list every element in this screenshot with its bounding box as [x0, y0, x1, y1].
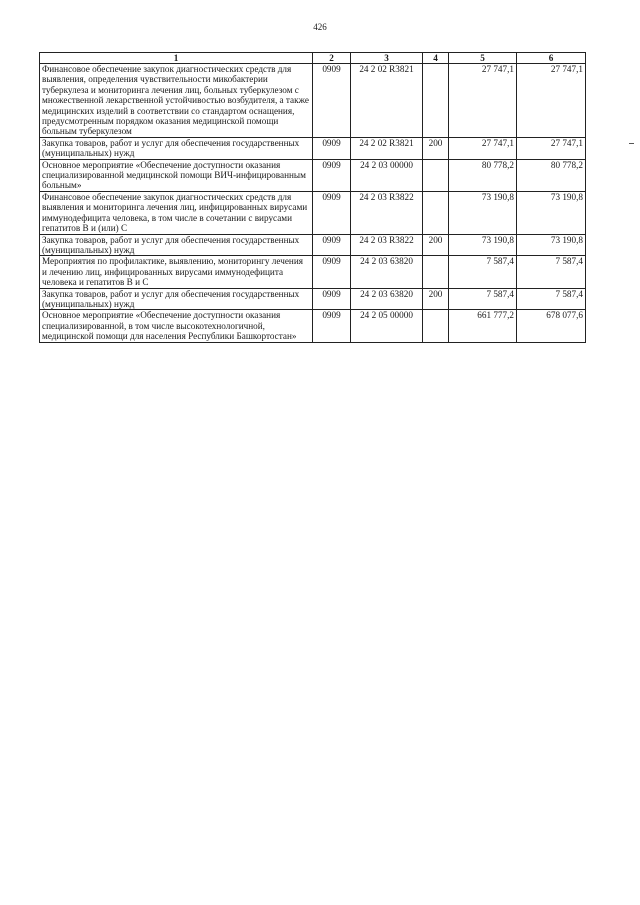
amount-col-5: 661 777,2 — [449, 310, 517, 342]
margin-mark — [629, 143, 634, 144]
expense-type-code: 200 — [423, 137, 449, 159]
target-article-code: 24 2 03 R3822 — [351, 234, 423, 256]
item-name: Финансовое обеспечение закупок диагностических средств для выявления и мониторинга лечения лиц, инфицированных вирусами иммунодефицита человека, в том числе в сочетании с вирусами гепатитов В и (или) С — [40, 191, 313, 234]
amount-col-5: 73 190,8 — [449, 234, 517, 256]
amount-col-5: 7 587,4 — [449, 288, 517, 310]
table-row — [40, 137, 586, 159]
header-col-2: 2 — [313, 53, 351, 64]
header-col-5: 5 — [449, 53, 517, 64]
expense-type-code: 200 — [423, 288, 449, 310]
target-article-code: 24 2 03 R3822 — [351, 191, 423, 234]
amount-col-6: 27 747,1 — [517, 137, 586, 159]
item-name: Закупка товаров, работ и услуг для обеспечения государственных (муниципальных) нужд — [40, 137, 313, 159]
target-article-code: 24 2 02 R3821 — [351, 137, 423, 159]
target-article-code: 24 2 03 63820 — [351, 256, 423, 288]
table-row — [40, 234, 586, 256]
amount-col-6: 678 077,6 — [517, 310, 586, 342]
section-code: 0909 — [313, 191, 351, 234]
amount-col-6: 7 587,4 — [517, 256, 586, 288]
expense-type-code — [423, 64, 449, 138]
section-code: 0909 — [313, 256, 351, 288]
amount-col-5: 80 778,2 — [449, 159, 517, 191]
budget-table — [39, 52, 586, 343]
expense-type-code — [423, 159, 449, 191]
amount-col-6: 73 190,8 — [517, 191, 586, 234]
header-col-3: 3 — [351, 53, 423, 64]
expense-type-code: 200 — [423, 234, 449, 256]
header-row — [40, 53, 586, 64]
amount-col-6: 80 778,2 — [517, 159, 586, 191]
expense-type-code — [423, 310, 449, 342]
section-code: 0909 — [313, 159, 351, 191]
item-name: Финансовое обеспечение закупок диагностических средств для выявления, определения чувствительности микобактерии туберкулеза и мониторинга лечения лиц, больных туберкулезом с множественной лекарственной устойчивостью возбудителя, а также медицинских изделий в соответствии со стандартом оснащения, предусмотренным порядком оказания медицинской помощи больным туберкулезом — [40, 64, 313, 138]
amount-col-5: 7 587,4 — [449, 256, 517, 288]
amount-col-5: 27 747,1 — [449, 64, 517, 138]
item-name: Основное мероприятие «Обеспечение доступности оказания специализированной, в том числе высокотехнологичной, медицинской помощи для населения Республики Башкортостан» — [40, 310, 313, 342]
section-code: 0909 — [313, 310, 351, 342]
header-col-6: 6 — [517, 53, 586, 64]
table-row — [40, 159, 586, 191]
page-number: 426 — [313, 22, 327, 32]
table-row — [40, 256, 586, 288]
section-code: 0909 — [313, 137, 351, 159]
amount-col-6: 27 747,1 — [517, 64, 586, 138]
target-article-code: 24 2 05 00000 — [351, 310, 423, 342]
item-name: Закупка товаров, работ и услуг для обеспечения государственных (муниципальных) нужд — [40, 234, 313, 256]
section-code: 0909 — [313, 288, 351, 310]
table-row — [40, 191, 586, 234]
expense-type-code — [423, 191, 449, 234]
amount-col-5: 73 190,8 — [449, 191, 517, 234]
header-col-1: 1 — [40, 53, 313, 64]
table-row — [40, 310, 586, 342]
item-name: Основное мероприятие «Обеспечение доступности оказания специализированной медицинской помощи ВИЧ-инфицированным больным» — [40, 159, 313, 191]
amount-col-5: 27 747,1 — [449, 137, 517, 159]
item-name: Мероприятия по профилактике, выявлению, мониторингу лечения и лечению лиц, инфицированных вирусами иммунодефицита человека и гепатитов В и С — [40, 256, 313, 288]
table-row — [40, 64, 586, 138]
amount-col-6: 73 190,8 — [517, 234, 586, 256]
section-code: 0909 — [313, 64, 351, 138]
amount-col-6: 7 587,4 — [517, 288, 586, 310]
target-article-code: 24 2 03 00000 — [351, 159, 423, 191]
header-col-4: 4 — [423, 53, 449, 64]
table-row — [40, 288, 586, 310]
item-name: Закупка товаров, работ и услуг для обеспечения государственных (муниципальных) нужд — [40, 288, 313, 310]
target-article-code: 24 2 02 R3821 — [351, 64, 423, 138]
target-article-code: 24 2 03 63820 — [351, 288, 423, 310]
expense-type-code — [423, 256, 449, 288]
section-code: 0909 — [313, 234, 351, 256]
